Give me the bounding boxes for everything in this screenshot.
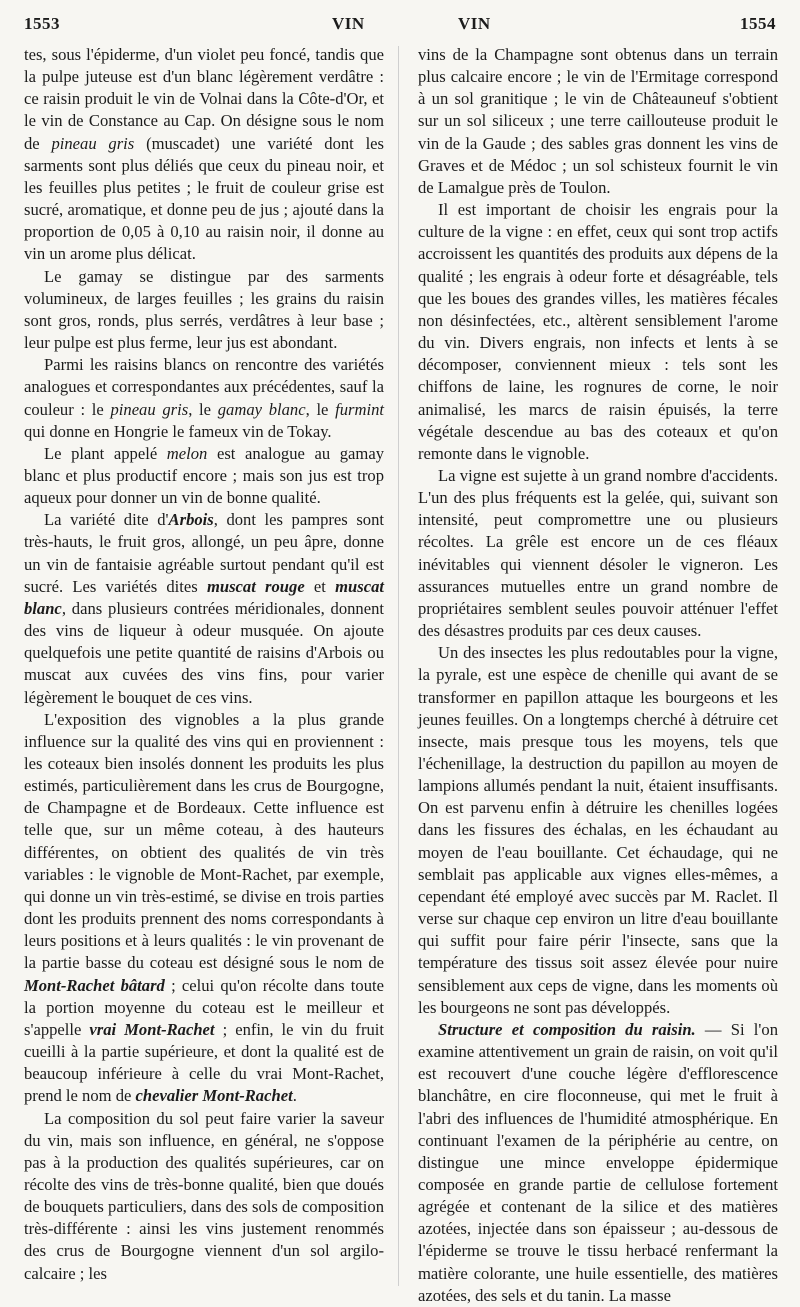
page-number-right: 1554	[740, 14, 776, 33]
paragraph: Le gamay se distingue par des sarments volumineux, de larges feuilles ; les grains du raisin sont gros, ronds, plus serrés, verdâtres à leur base ; leur pulpe est plus ferme, leur jus est abondant.	[24, 266, 384, 353]
paragraph: vins de la Champagne sont obtenus dans un terrain plus calcaire encore ; le vin de l'Ermitage correspond à un sol granitique ; le vin de Châteauneuf s'obtient sur un sol siliceux ; une terre caillouteuse produit le vin de la Gaude ; des sables gras donnent les vins de Graves et de Médoc ; un sol schisteux fournit le vin de Lamalgue près de Toulon.	[418, 45, 778, 197]
paragraph: Structure et composition du raisin. — Si l'on examine attentivement un grain de raisin, on voit qu'il est recouvert d'une couche légère d'efflorescence blanchâtre, en cire floconneuse, qui met le fruit à l'abri des influences de l'humidité atmosphérique. En continuant l'examen de la périphérie au centre, on distingue une mince enveloppe épidermique composée en grande partie de cellulose fortement agrégée et contenant de la silice et des matières azotées, injectée dans son épaisseur ; au-dessous de l'épiderme se trouve le tissu herbacé renfermant la matière colorante, une huile essentielle, des matières azotées, des sels et du tanin. La masse	[418, 1019, 778, 1305]
paragraph: La composition du sol peut faire varier la saveur du vin, mais son influence, en général, ne s'oppose pas à la production des qualités supérieures, car on récolte des vins de très-bonne qualité, bien que doués de bouquets particuliers, dans des sols de composition très-différente : ainsi les vins justement renommés des crus de Bourgogne viennent d'un sol argilo-calcaire ; les	[24, 1108, 384, 1283]
paragraph: La vigne est sujette à un grand nombre d'accidents. L'un des plus fréquents est la gelée, qui, suivant son intensité, peut compromettre une ou plusieurs récoltes. La grêle est encore un de ces fléaux inévitables qui viennent désoler le vigneron. Les assurances mutuelles entre un grand nombre de propriétaires semblent seules pouvoir atténuer l'effet des désastres produits par ces deux causes.	[418, 465, 778, 641]
column-divider	[398, 46, 399, 1286]
running-head-left: VIN	[332, 14, 365, 33]
paragraph: Le plant appelé melon est analogue au gamay blanc et plus productif encore ; mais son jus est trop aqueux pour donner un vin de bonne qualité.	[24, 443, 384, 508]
right-column	[418, 44, 778, 1305]
running-header	[24, 14, 776, 40]
paragraph: tes, sous l'épiderme, d'un violet peu foncé, tandis que la pulpe juteuse est d'un blanc légèrement verdâtre : ce raisin produit le vin de Volnai dans la Côte-d'Or, et le vin de Constance au Cap. On désigne sous le nom de pineau gris (muscadet) une variété dont les sarments sont plus déliés que ceux du pineau noir, et les feuilles plus petites ; le fruit de couleur grise est sucré, aromatique, et donne peu de jus ; ajouté dans la proportion de 0,05 à 0,10 au raisin noir, il donne au vin un arome plus délicat.	[24, 45, 385, 264]
page-number-left: 1553	[24, 14, 60, 33]
left-column	[24, 44, 384, 1294]
paragraph: Il est important de choisir les engrais pour la culture de la vigne : en effet, ceux qui sont trop actifs accroissent les quantités des produits aux dépens de la qualité ; les engrais à odeur forte et désagréable, tels que les boues des grandes villes, les matières fécales non désinfectées, etc., altèrent sensiblement l'arome du vin. Divers engrais, non infects et lents à se décomposer, conviennent mieux : tels sont les chiffons de laine, les rognures de corne, le noir animalisé, les marcs de raisin épuisés, la terre végétale descendue au bas des coteaux et qu'on remonte dans le vignoble.	[418, 200, 778, 463]
paragraph: Un des insectes les plus redoutables pour la vigne, la pyrale, est une espèce de chenille qui avant de se transformer en papillon attaque les bourgeons et les jeunes feuilles. On a longtemps cherché à détruire cet insecte, mais presque tous les moyens, tels que l'échenillage, la destruction du papillon au moyen de lampions allumés pendant la nuit, étaient insuffisants. On est parvenu enfin à détruire les chenilles logées dans les fissures des échalas, en les échaudant au moyen de l'eau bouillante. Cet échaudage, qui ne semblait pas applicable aux vignes elles-mêmes, a cependant été employé avec succès par M. Raclet. Il verse sur chaque cep environ un litre d'eau bouillante qui suffit pour faire périr l'insecte, sans que la température des tissus soit assez élevée pour nuire sensiblement aux ceps de vigne, dans les moments où les bourgeons ne sont pas développés.	[418, 643, 778, 1017]
running-head-right: VIN	[458, 14, 491, 33]
section-heading: Structure et composition du raisin.	[438, 1019, 696, 1039]
paragraph: La variété dite d'Arbois, dont les pampres sont très-hauts, le fruit gros, allongé, un peu âpre, donne un vin de fantaisie agréable surtout pendant qu'il est sucré. Les variétés dites muscat rouge et muscat blanc, dans plusieurs contrées méridionales, donnent des vins de liqueur à odeur musquée. On ajoute quelquefois une petite quantité de raisins d'Arbois ou muscat aux cuvées des vins fins, pour varier légèrement le bouquet de ces vins.	[24, 510, 384, 707]
paragraph: Parmi les raisins blancs on rencontre des variétés analogues et correspondantes aux précédentes, sauf la couleur : le pineau gris, le gamay blanc, le furmint qui donne en Hongrie le fameux vin de Tokay.	[24, 355, 385, 441]
paragraph: L'exposition des vignobles a la plus grande influence sur la qualité des vins qui en proviennent : les coteaux bien insolés donnent les produits les plus estimés, particulièrement dans les crus de Bourgogne, de Champagne et de Bordeaux. Cette influence est telle que, sur un même coteau, à des hauteurs différentes, on obtient des qualités de vin très variables : le vignoble de Mont-Rachet, par exemple, qui donne un vin très-estimé, se divise en trois parties dont les produits prennent des noms correspondants à leurs positions et à leurs qualités : le vin provenant de la partie basse du coteau est désigné sous le nom de Mont-Rachet bâtard ; celui qu'on récolte dans toute la portion moyenne du coteau est le meilleur et s'appelle vrai Mont-Rachet ; enfin, le vin du fruit cueilli à la partie supérieure, et dont la qualité est de beaucoup inférieure à celle du vrai Mont-Rachet, prend le nom de chevalier Mont-Rachet.	[24, 709, 384, 1106]
